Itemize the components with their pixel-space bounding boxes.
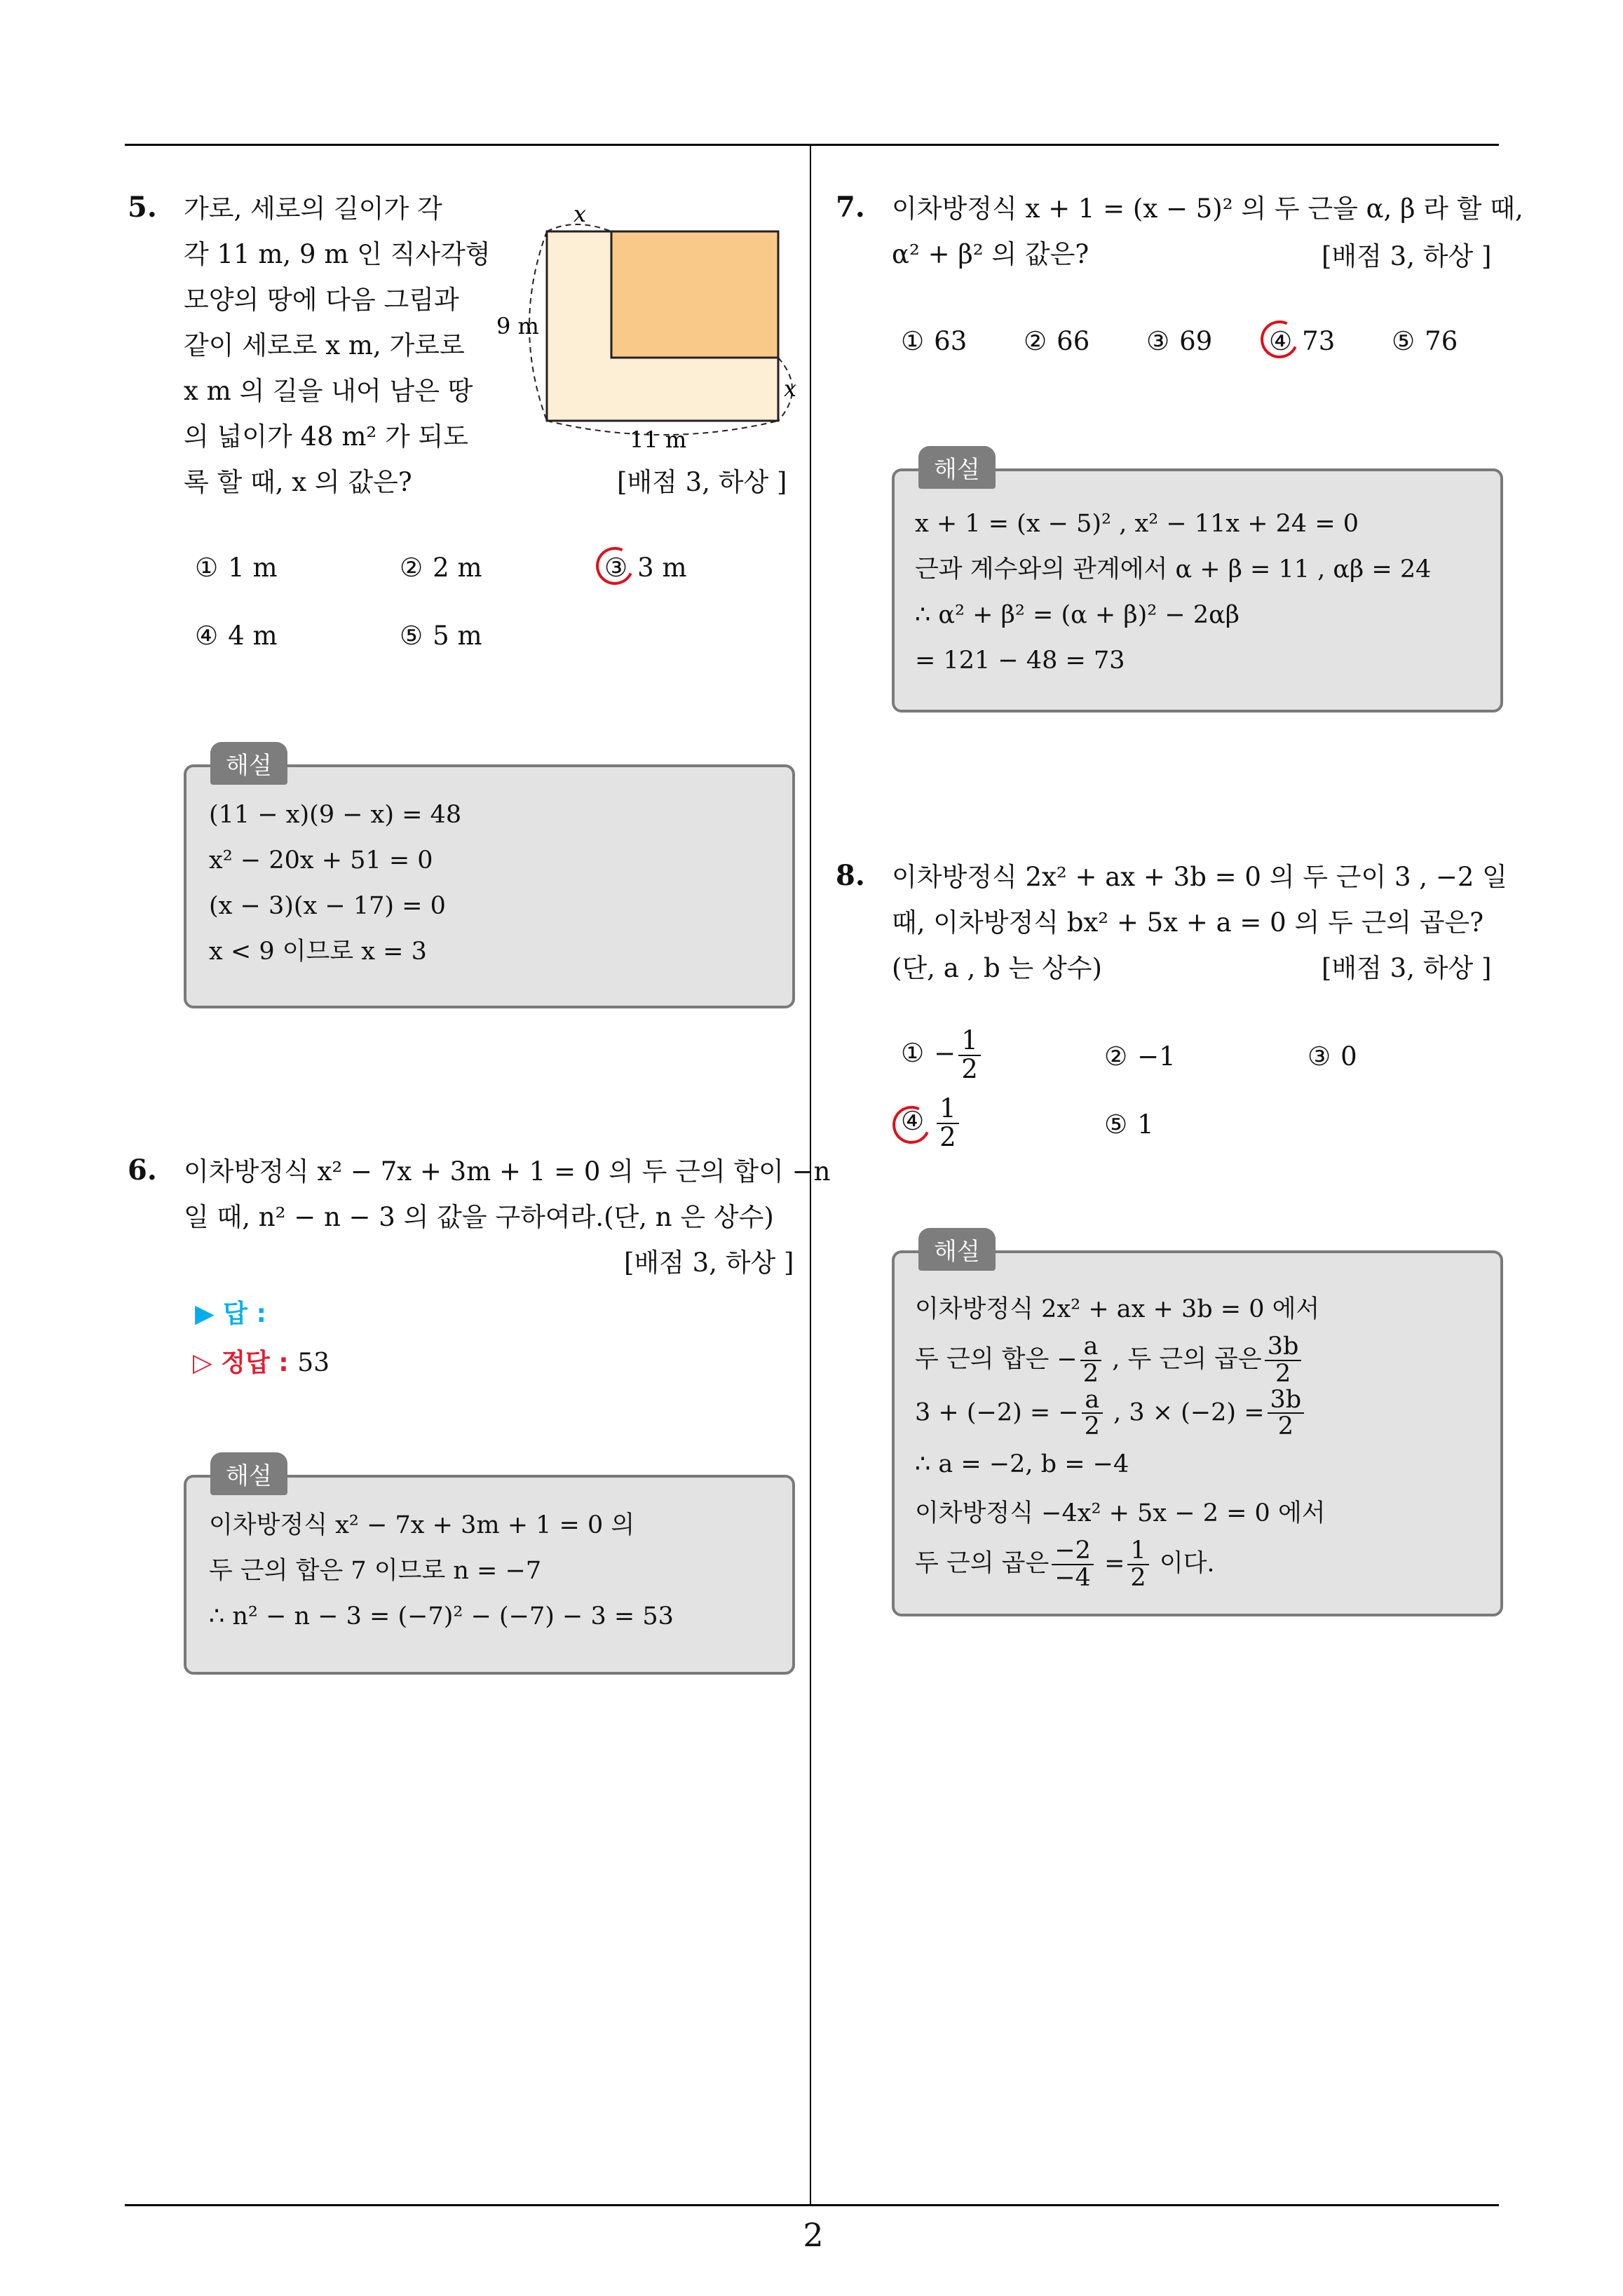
- q8-solution-line: ∴ a = −2, b = −4: [915, 1450, 1129, 1478]
- q8-choice-5[interactable]: ⑤ 1: [1104, 1109, 1154, 1140]
- q7-choice-5[interactable]: ⑤ 76: [1392, 326, 1458, 356]
- q8-choice-4[interactable]: ④ $\frac{1}{2}$: [901, 1095, 962, 1152]
- q7-number: 7.: [836, 191, 865, 224]
- q8-number: 8.: [836, 859, 865, 892]
- q7-line: 이차방정식 x + 1 = (x − 5)² 의 두 근을 α, β 라 할 때,: [892, 194, 1523, 224]
- q8-solution-line: 이차방정식 2x² + ax + 3b = 0 에서: [915, 1295, 1320, 1323]
- q5-choice-4[interactable]: ④ 4 m: [195, 621, 278, 651]
- q8-line: 때, 이차방정식 bx² + 5x + a = 0 의 두 근의 곱은?: [892, 907, 1484, 938]
- q7-solution-line: ∴ α² + β² = (α + β)² − 2αβ: [915, 601, 1240, 629]
- q5-solution-line: (11 − x)(9 − x) = 48: [209, 801, 462, 829]
- q5-solution-tab: 해설: [210, 742, 287, 785]
- q8-solution: [915, 1285, 1326, 1591]
- q8-solution-line: 3 + (−2) = − $\frac{a}{2}$ , 3 × (−2) = $\frac{3b}{2}$: [915, 1387, 1326, 1440]
- q5-choice-5[interactable]: ⑤ 5 m: [400, 621, 482, 651]
- q7-solution-tab: 해설: [918, 446, 996, 489]
- q6-text: [184, 1149, 830, 1240]
- q5-choice-2[interactable]: ② 2 m: [400, 553, 482, 583]
- q5-left-label: 9 m: [496, 313, 539, 339]
- q8-solution-tab: 해설: [918, 1228, 996, 1271]
- q7-solution-line: = 121 − 48 = 73: [915, 647, 1125, 675]
- q6-answer-label: ▶ 답 :: [195, 1299, 266, 1328]
- q8-solution-line: 이차방정식 −4x² + 5x − 2 = 0 에서: [915, 1499, 1326, 1527]
- q8-choice-2[interactable]: ② −1: [1104, 1041, 1176, 1072]
- q7-solution: [915, 501, 1431, 684]
- q7-solution-line: x + 1 = (x − 5)² , x² − 11x + 24 = 0: [915, 510, 1359, 538]
- q8-score: [배점 3, 하상 ]: [1322, 953, 1492, 983]
- q8-choice-1[interactable]: ① − $\frac{1}{2}$: [901, 1027, 984, 1083]
- q6-solution-line: 두 근의 합은 7 이므로 n = −7: [209, 1557, 542, 1585]
- q8-solution-line: 두 근의 곱은 $\frac{-2}{-4}$ = $\frac{1}{2}$ 이다.: [915, 1537, 1215, 1592]
- q5-line: 모양의 땅에 다음 그림과: [184, 285, 459, 315]
- q5-line: 록 할 때, x 의 값은?: [184, 467, 412, 497]
- q8-line: 이차방정식 2x² + ax + 3b = 0 의 두 근이 3 , −2 일: [892, 862, 1507, 892]
- q5-solution-line: x² − 20x + 51 = 0: [209, 846, 433, 874]
- q7-solution-line: 근과 계수와의 관계에서 α + β = 11 , αβ = 24: [915, 555, 1432, 583]
- q5-selected-mark: [590, 541, 639, 590]
- q5-line: 각 11 m, 9 m 인 직사각형: [184, 239, 491, 269]
- q7-choice-2[interactable]: ② 66: [1024, 326, 1090, 356]
- q5-remaining-rect: [611, 231, 778, 358]
- q7-choice-3[interactable]: ③ 69: [1146, 326, 1213, 356]
- q5-line: x m 의 길을 내어 남은 땅: [184, 376, 473, 406]
- q8-line: (단, a , b 는 상수): [892, 953, 1102, 983]
- q7-choice-1[interactable]: ① 63: [901, 326, 967, 356]
- q6-correct-label: ▷ 정답 :: [193, 1349, 289, 1377]
- q6-score: [배점 3, 하상 ]: [624, 1248, 794, 1278]
- page-number: 2: [803, 2216, 824, 2254]
- q6-correct-value: 53: [297, 1349, 330, 1377]
- q6-line: 일 때, n² − n − 3 의 값을 구하여라.(단, n 은 상수): [184, 1202, 774, 1232]
- q6-line: 이차방정식 x² − 7x + 3m + 1 = 0 의 두 근의 합이 −n: [184, 1156, 831, 1187]
- q5-choice-3[interactable]: ③ 3 m: [604, 553, 687, 583]
- q5-number: 5.: [128, 191, 157, 224]
- q5-solution: [209, 792, 461, 975]
- bottom-rule: [125, 2204, 1499, 2206]
- q8-choice-3[interactable]: ③ 0: [1308, 1041, 1357, 1072]
- q5-score: [배점 3, 하상 ]: [617, 467, 787, 497]
- q5-text: [184, 186, 491, 505]
- q7-choice-4[interactable]: ④ 73: [1269, 326, 1336, 356]
- q5-figure: [491, 196, 813, 463]
- q8-solution-line: 두 근의 합은 − $\frac{a}{2}$ , 두 근의 곱은 $\frac{3b}{2}$: [915, 1334, 1326, 1387]
- q5-line: 같이 세로로 x m, 가로로: [184, 330, 465, 360]
- q5-solution-line: (x − 3)(x − 17) = 0: [209, 892, 446, 920]
- q6-solution: [209, 1503, 674, 1640]
- q6-correct-answer: [193, 1343, 330, 1379]
- q7-score: [배점 3, 하상 ]: [1322, 241, 1492, 271]
- q5-right-label: x: [784, 375, 797, 402]
- q5-bottom-label: 11 m: [630, 426, 687, 453]
- q7-line: α² + β² 의 값은?: [892, 239, 1089, 269]
- q5-solution-line: x < 9 이므로 x = 3: [209, 938, 427, 966]
- q5-top-label: x: [573, 201, 587, 227]
- q6-solution-tab: 해설: [210, 1452, 287, 1495]
- q5-choice-1[interactable]: ① 1 m: [195, 553, 278, 583]
- q6-solution-line: ∴ n² − n − 3 = (−7)² − (−7) − 3 = 53: [209, 1602, 674, 1630]
- top-rule: [125, 144, 1499, 146]
- q7-selected-mark: [1255, 315, 1303, 363]
- q6-solution-line: 이차방정식 x² − 7x + 3m + 1 = 0 의: [209, 1511, 635, 1539]
- q6-number: 6.: [128, 1154, 157, 1187]
- q5-line: 가로, 세로의 길이가 각: [184, 194, 442, 224]
- q5-line: 의 넓이가 48 m² 가 되도: [184, 421, 468, 452]
